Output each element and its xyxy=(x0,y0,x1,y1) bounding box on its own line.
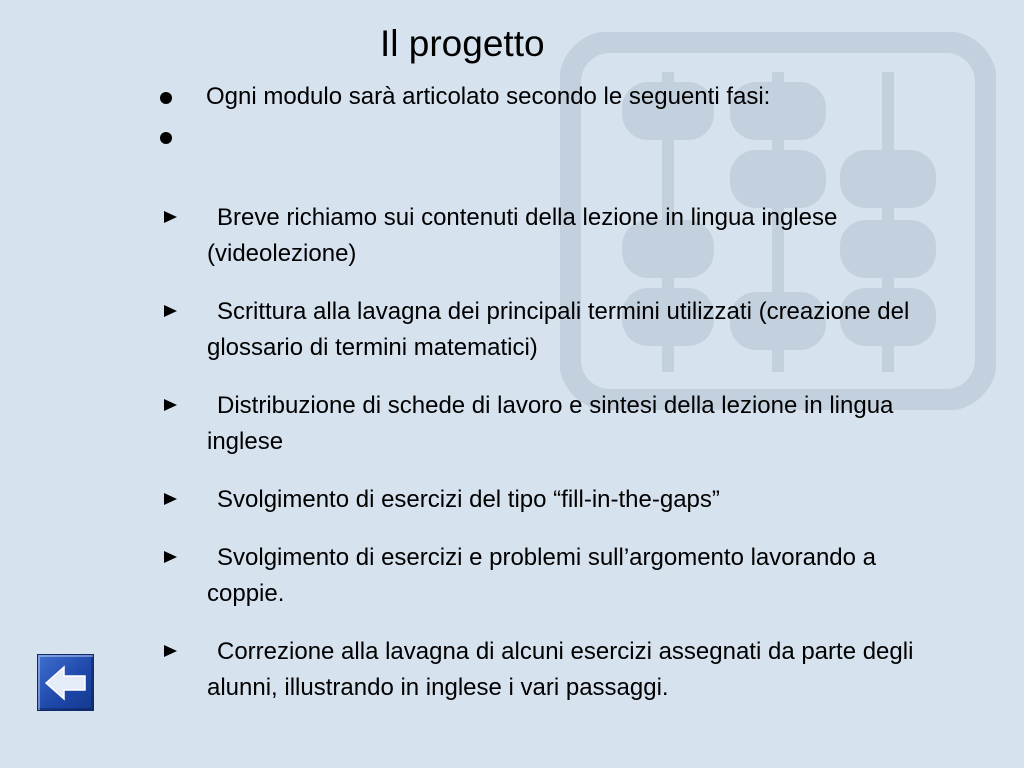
step-text: Scrittura alla lavagna dei principali termini utilizzati (creazione del glossario di termini matematici) xyxy=(207,298,910,361)
step-text: Svolgimento di esercizi del tipo “fill-in-the-gaps” xyxy=(217,486,720,513)
triangle-bullet-icon xyxy=(164,551,177,563)
bullet-dot-icon xyxy=(160,92,172,104)
triangle-bullet-icon xyxy=(164,305,177,317)
bullet-dot-icon xyxy=(160,132,172,144)
back-arrow-icon xyxy=(44,663,88,703)
bullet-list xyxy=(160,80,920,154)
triangle-bullet-icon xyxy=(164,645,177,657)
triangle-bullet-icon xyxy=(164,211,177,223)
step-item xyxy=(160,200,920,272)
step-text: Correzione alla lavagna di alcuni esercizi assegnati da parte degli alunni, illustrando in inglese i vari passaggi. xyxy=(207,638,914,701)
step-item xyxy=(160,294,920,366)
bullet-item xyxy=(160,80,920,114)
step-item xyxy=(160,634,920,706)
steps-list xyxy=(160,200,920,728)
bullet-text: Ogni modulo sarà articolato secondo le seguenti fasi: xyxy=(206,83,771,110)
triangle-bullet-icon xyxy=(164,399,177,411)
back-button[interactable] xyxy=(37,654,94,711)
step-text: Distribuzione di schede di lavoro e sintesi della lezione in lingua inglese xyxy=(207,392,894,455)
slide-title: Il progetto xyxy=(380,23,545,64)
step-item xyxy=(160,388,920,460)
step-text: Svolgimento di esercizi e problemi sull’argomento lavorando a coppie. xyxy=(207,544,877,607)
step-item xyxy=(160,540,920,612)
step-item xyxy=(160,482,920,518)
bullet-item-empty xyxy=(160,120,920,154)
step-text: Breve richiamo sui contenuti della lezione in lingua inglese (videolezione) xyxy=(207,204,838,267)
triangle-bullet-icon xyxy=(164,493,177,505)
